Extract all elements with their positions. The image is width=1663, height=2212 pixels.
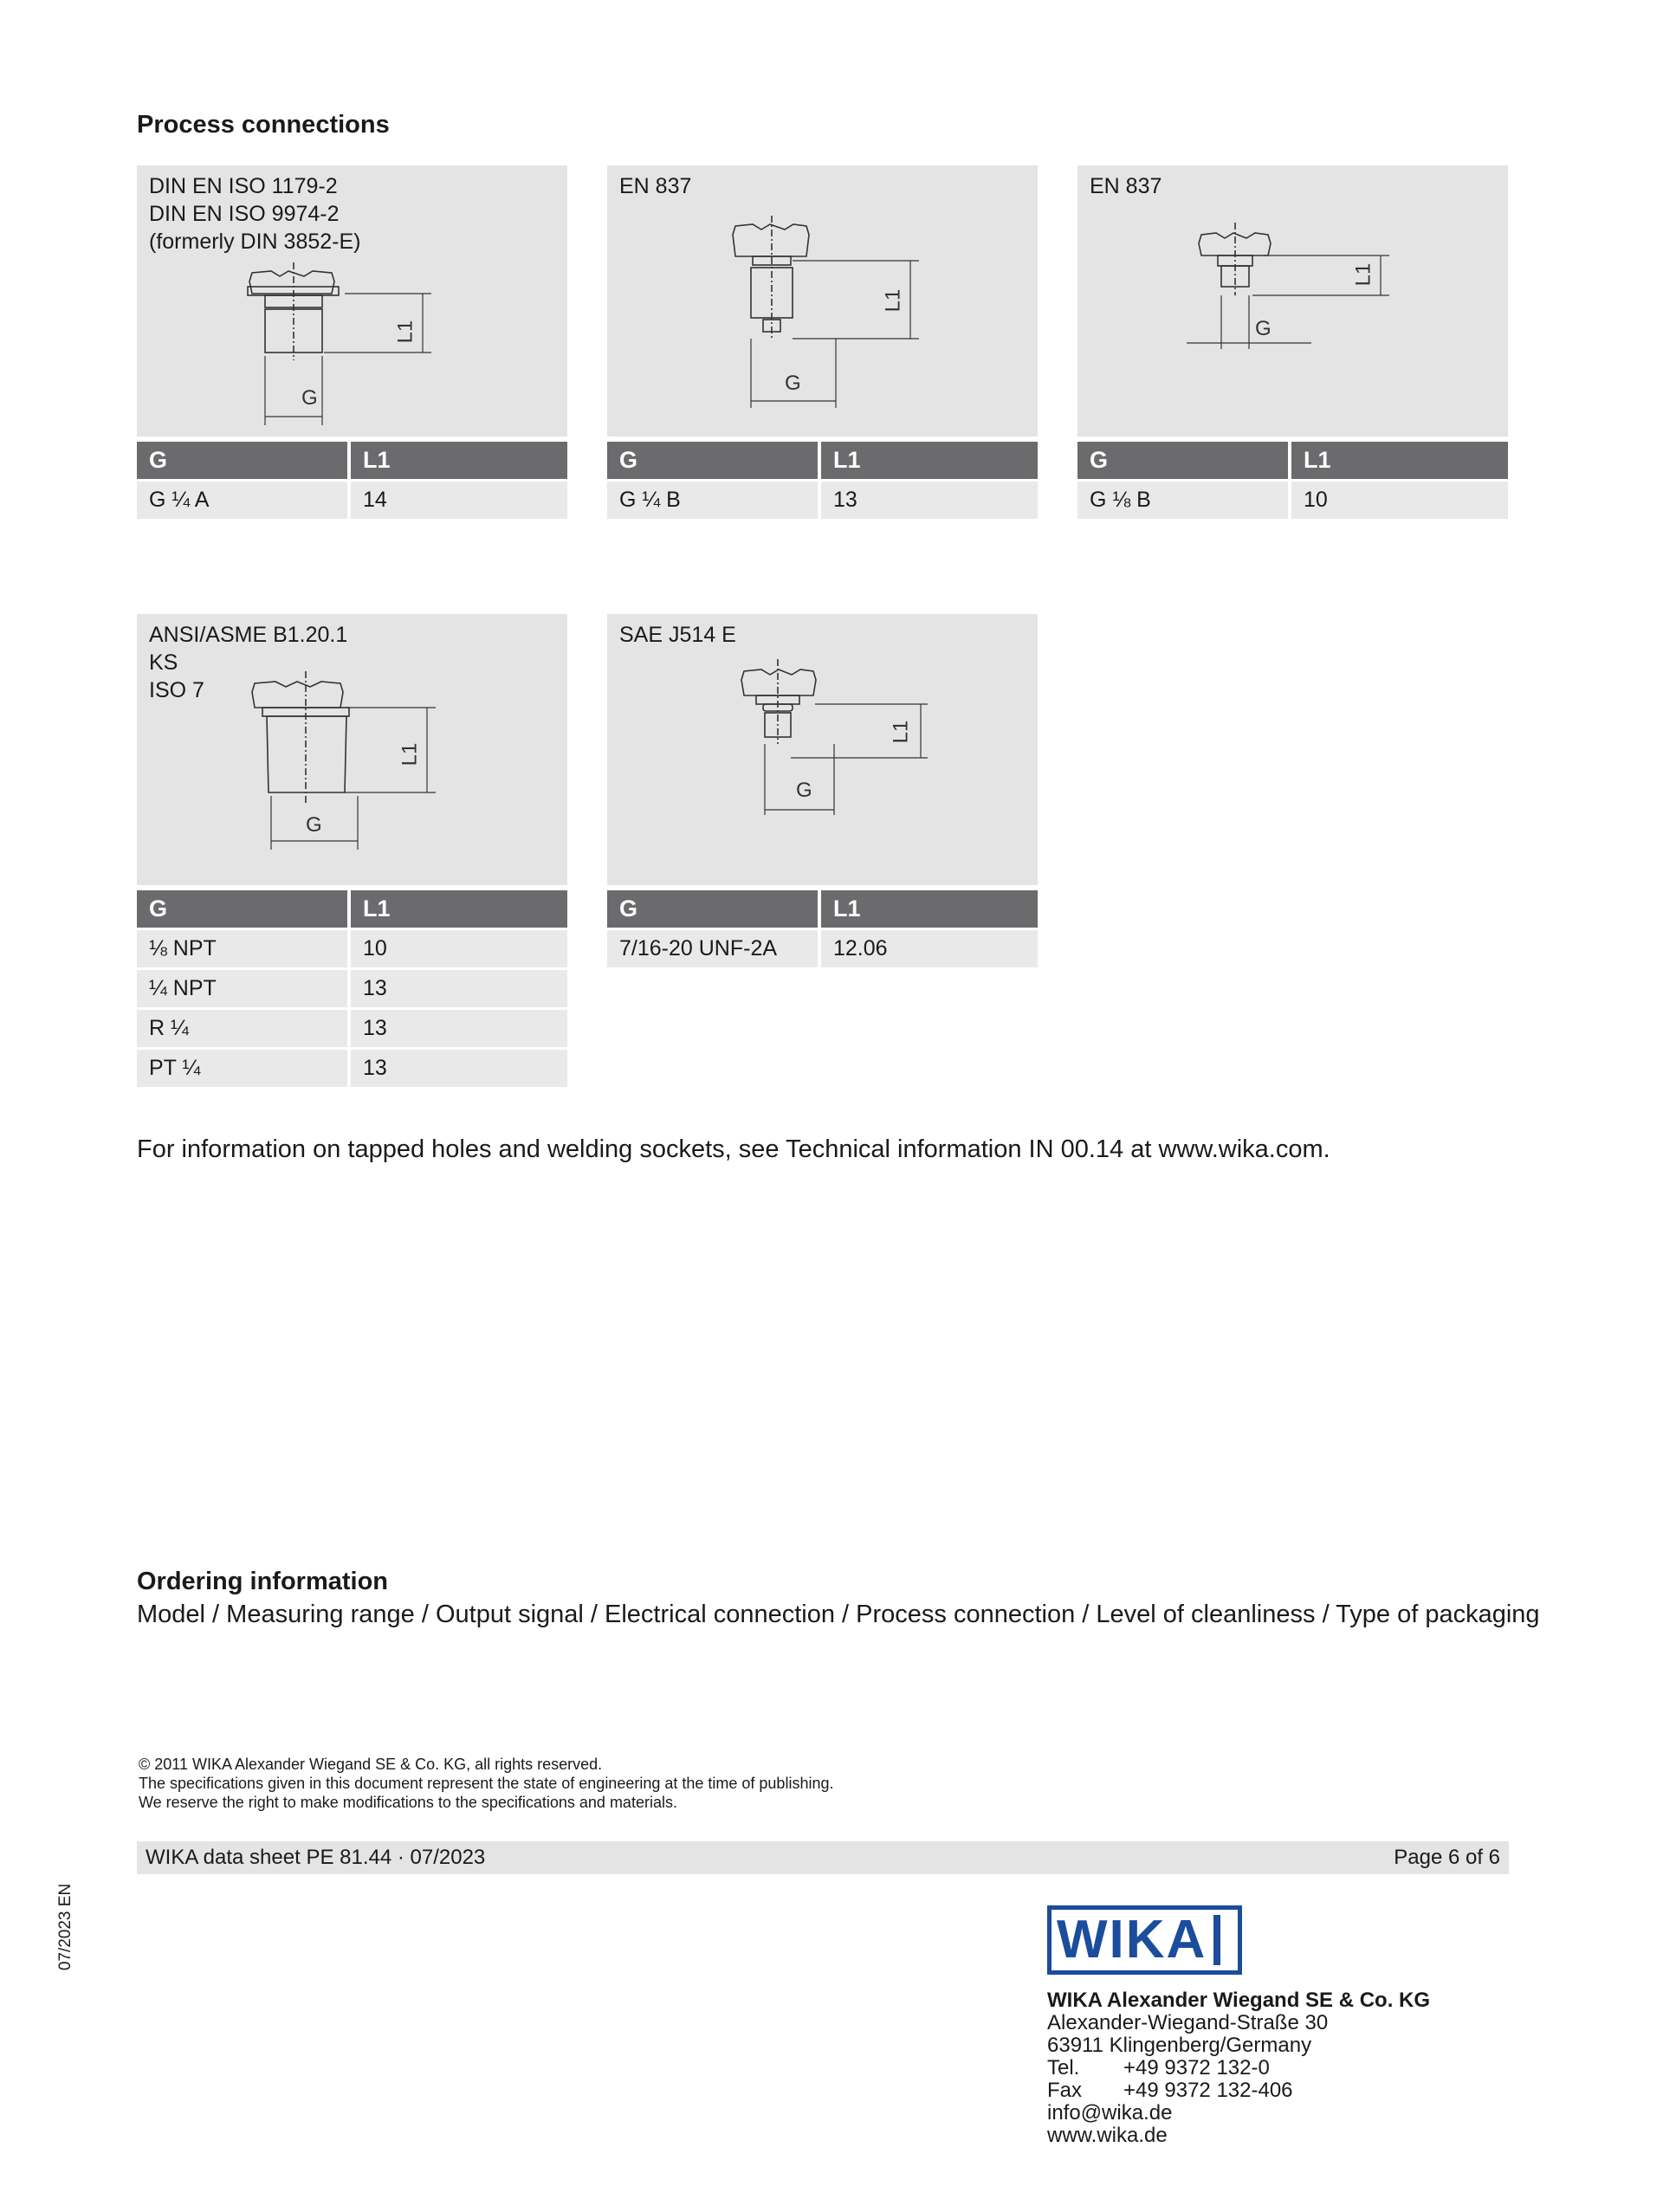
table-cell: 13 (821, 482, 1038, 519)
table-row (137, 1050, 567, 1087)
dimension-table (137, 890, 567, 1087)
table-cell: G ⅛ B (1077, 482, 1288, 519)
table-cell: PT ¼ (137, 1050, 347, 1087)
column-header-g: G (137, 890, 347, 928)
fitting-drawing (607, 165, 1038, 437)
tel-label: Tel. (1047, 2056, 1080, 2079)
column-header-l1: L1 (351, 442, 567, 479)
table-cell: 13 (351, 1010, 567, 1047)
legal-notice (139, 1755, 833, 1812)
logo-bar (1213, 1915, 1220, 1965)
company-tel (1047, 2057, 1430, 2079)
table-cell: 10 (351, 930, 567, 967)
g-dimension-label: G (1255, 317, 1272, 340)
column-header-g: G (607, 442, 818, 479)
datasheet-id: WIKA data sheet PE 81.44 · 07/2023 (146, 1846, 486, 1869)
dimension-table (607, 442, 1038, 519)
ordering-title: Ordering information (137, 1568, 388, 1595)
company-address (1047, 1989, 1430, 2147)
specifications-line: The specifications given in this document represent the state of engineering at the time of publishing. (139, 1775, 834, 1792)
page-number: Page 6 of 6 (1394, 1846, 1500, 1869)
table-cell: R ¼ (137, 1010, 347, 1047)
footer-bar (137, 1841, 1509, 1874)
connection-drawing-ansi (137, 614, 567, 885)
dimension-table (137, 442, 567, 519)
table-row (607, 930, 1038, 967)
table-cell: 7/16-20 UNF-2A (607, 930, 818, 967)
l1-dimension-label: L1 (393, 320, 417, 344)
table-cell: G ¼ B (607, 482, 818, 519)
copyright-line: © 2011 WIKA Alexander Wiegand SE & Co. KG, all rights reserved. (139, 1756, 603, 1773)
connection-card-en837-quarter (607, 165, 1038, 521)
connection-card-en837-eighth (1077, 165, 1508, 521)
table-cell: 12.06 (821, 930, 1038, 967)
standard-label: EN 837 (619, 174, 692, 198)
table-row (1077, 482, 1508, 519)
g-dimension-label: G (796, 779, 812, 802)
table-row (137, 1010, 567, 1047)
company-website[interactable]: www.wika.de (1047, 2124, 1168, 2147)
dimension-table (1077, 442, 1508, 519)
column-header-g: G (607, 890, 818, 928)
table-cell: ¼ NPT (137, 970, 347, 1007)
fitting-drawing (137, 165, 567, 437)
table-cell: 10 (1291, 482, 1508, 519)
l1-dimension-label: L1 (889, 720, 913, 744)
process-connections-title: Process connections (137, 111, 390, 139)
fax-label: Fax (1047, 2079, 1083, 2102)
l1-dimension-label: L1 (398, 742, 422, 766)
standard-label: DIN EN ISO 1179-2 DIN EN ISO 9974-2 (formerly DIN 3852-E) (149, 174, 361, 254)
table-row (137, 930, 567, 967)
column-header-l1: L1 (821, 890, 1038, 928)
modifications-line: We reserve the right to make modifications to the specifications and materials. (139, 1794, 677, 1811)
side-edition-code: 07/2023 EN (56, 1883, 74, 1971)
column-header-g: G (137, 442, 347, 479)
table-cell: G ¼ A (137, 482, 347, 519)
table-row (137, 970, 567, 1007)
company-city: 63911 Klingenberg/Germany (1047, 2034, 1312, 2057)
tel-value: +49 9372 132-0 (1123, 2056, 1270, 2079)
fax-value: +49 9372 132-406 (1123, 2079, 1293, 2102)
standard-label: SAE J514 E (619, 623, 736, 647)
logo-text: WIKA (1057, 1910, 1207, 1969)
l1-dimension-label: L1 (1351, 262, 1375, 287)
l1-dimension-label: L1 (881, 288, 905, 313)
fitting-drawing (1077, 165, 1508, 437)
connection-drawing-din (137, 165, 567, 437)
table-row (607, 482, 1038, 519)
table-cell: 13 (351, 970, 567, 1007)
company-name: WIKA Alexander Wiegand SE & Co. KG (1047, 1989, 1431, 2012)
standard-label: ANSI/ASME B1.20.1 KS ISO 7 (149, 623, 348, 702)
tapped-holes-note: For information on tapped holes and welding sockets, see Technical information IN 00.14 at www.wika.com. (137, 1135, 1330, 1163)
table-row (137, 482, 567, 519)
table-cell: ⅛ NPT (137, 930, 347, 967)
company-fax (1047, 2079, 1430, 2102)
column-header-g: G (1077, 442, 1288, 479)
standard-label: EN 837 (1090, 174, 1162, 198)
wika-logo (1047, 1905, 1242, 1975)
g-dimension-label: G (785, 372, 801, 395)
column-header-l1: L1 (821, 442, 1038, 479)
company-email[interactable]: info@wika.de (1047, 2101, 1173, 2125)
connection-drawing-en837-small (1077, 165, 1508, 437)
connection-drawing-en837 (607, 165, 1038, 437)
dimension-table (607, 890, 1038, 967)
g-dimension-label: G (306, 813, 322, 837)
column-header-l1: L1 (1291, 442, 1508, 479)
fitting-drawing (607, 614, 1038, 885)
ordering-text: Model / Measuring range / Output signal / Electrical connection / Process connection / Level of cleanliness / Type of packaging (137, 1601, 1540, 1628)
g-dimension-label: G (301, 386, 318, 410)
table-cell: 14 (351, 482, 567, 519)
company-street: Alexander-Wiegand-Straße 30 (1047, 2011, 1329, 2034)
connection-drawing-sae (607, 614, 1038, 885)
table-cell: 13 (351, 1050, 567, 1087)
connection-card-sae (607, 614, 1038, 970)
fitting-drawing (137, 614, 567, 885)
connection-card-din (137, 165, 567, 521)
connection-card-ansi (137, 614, 567, 1090)
column-header-l1: L1 (351, 890, 567, 928)
